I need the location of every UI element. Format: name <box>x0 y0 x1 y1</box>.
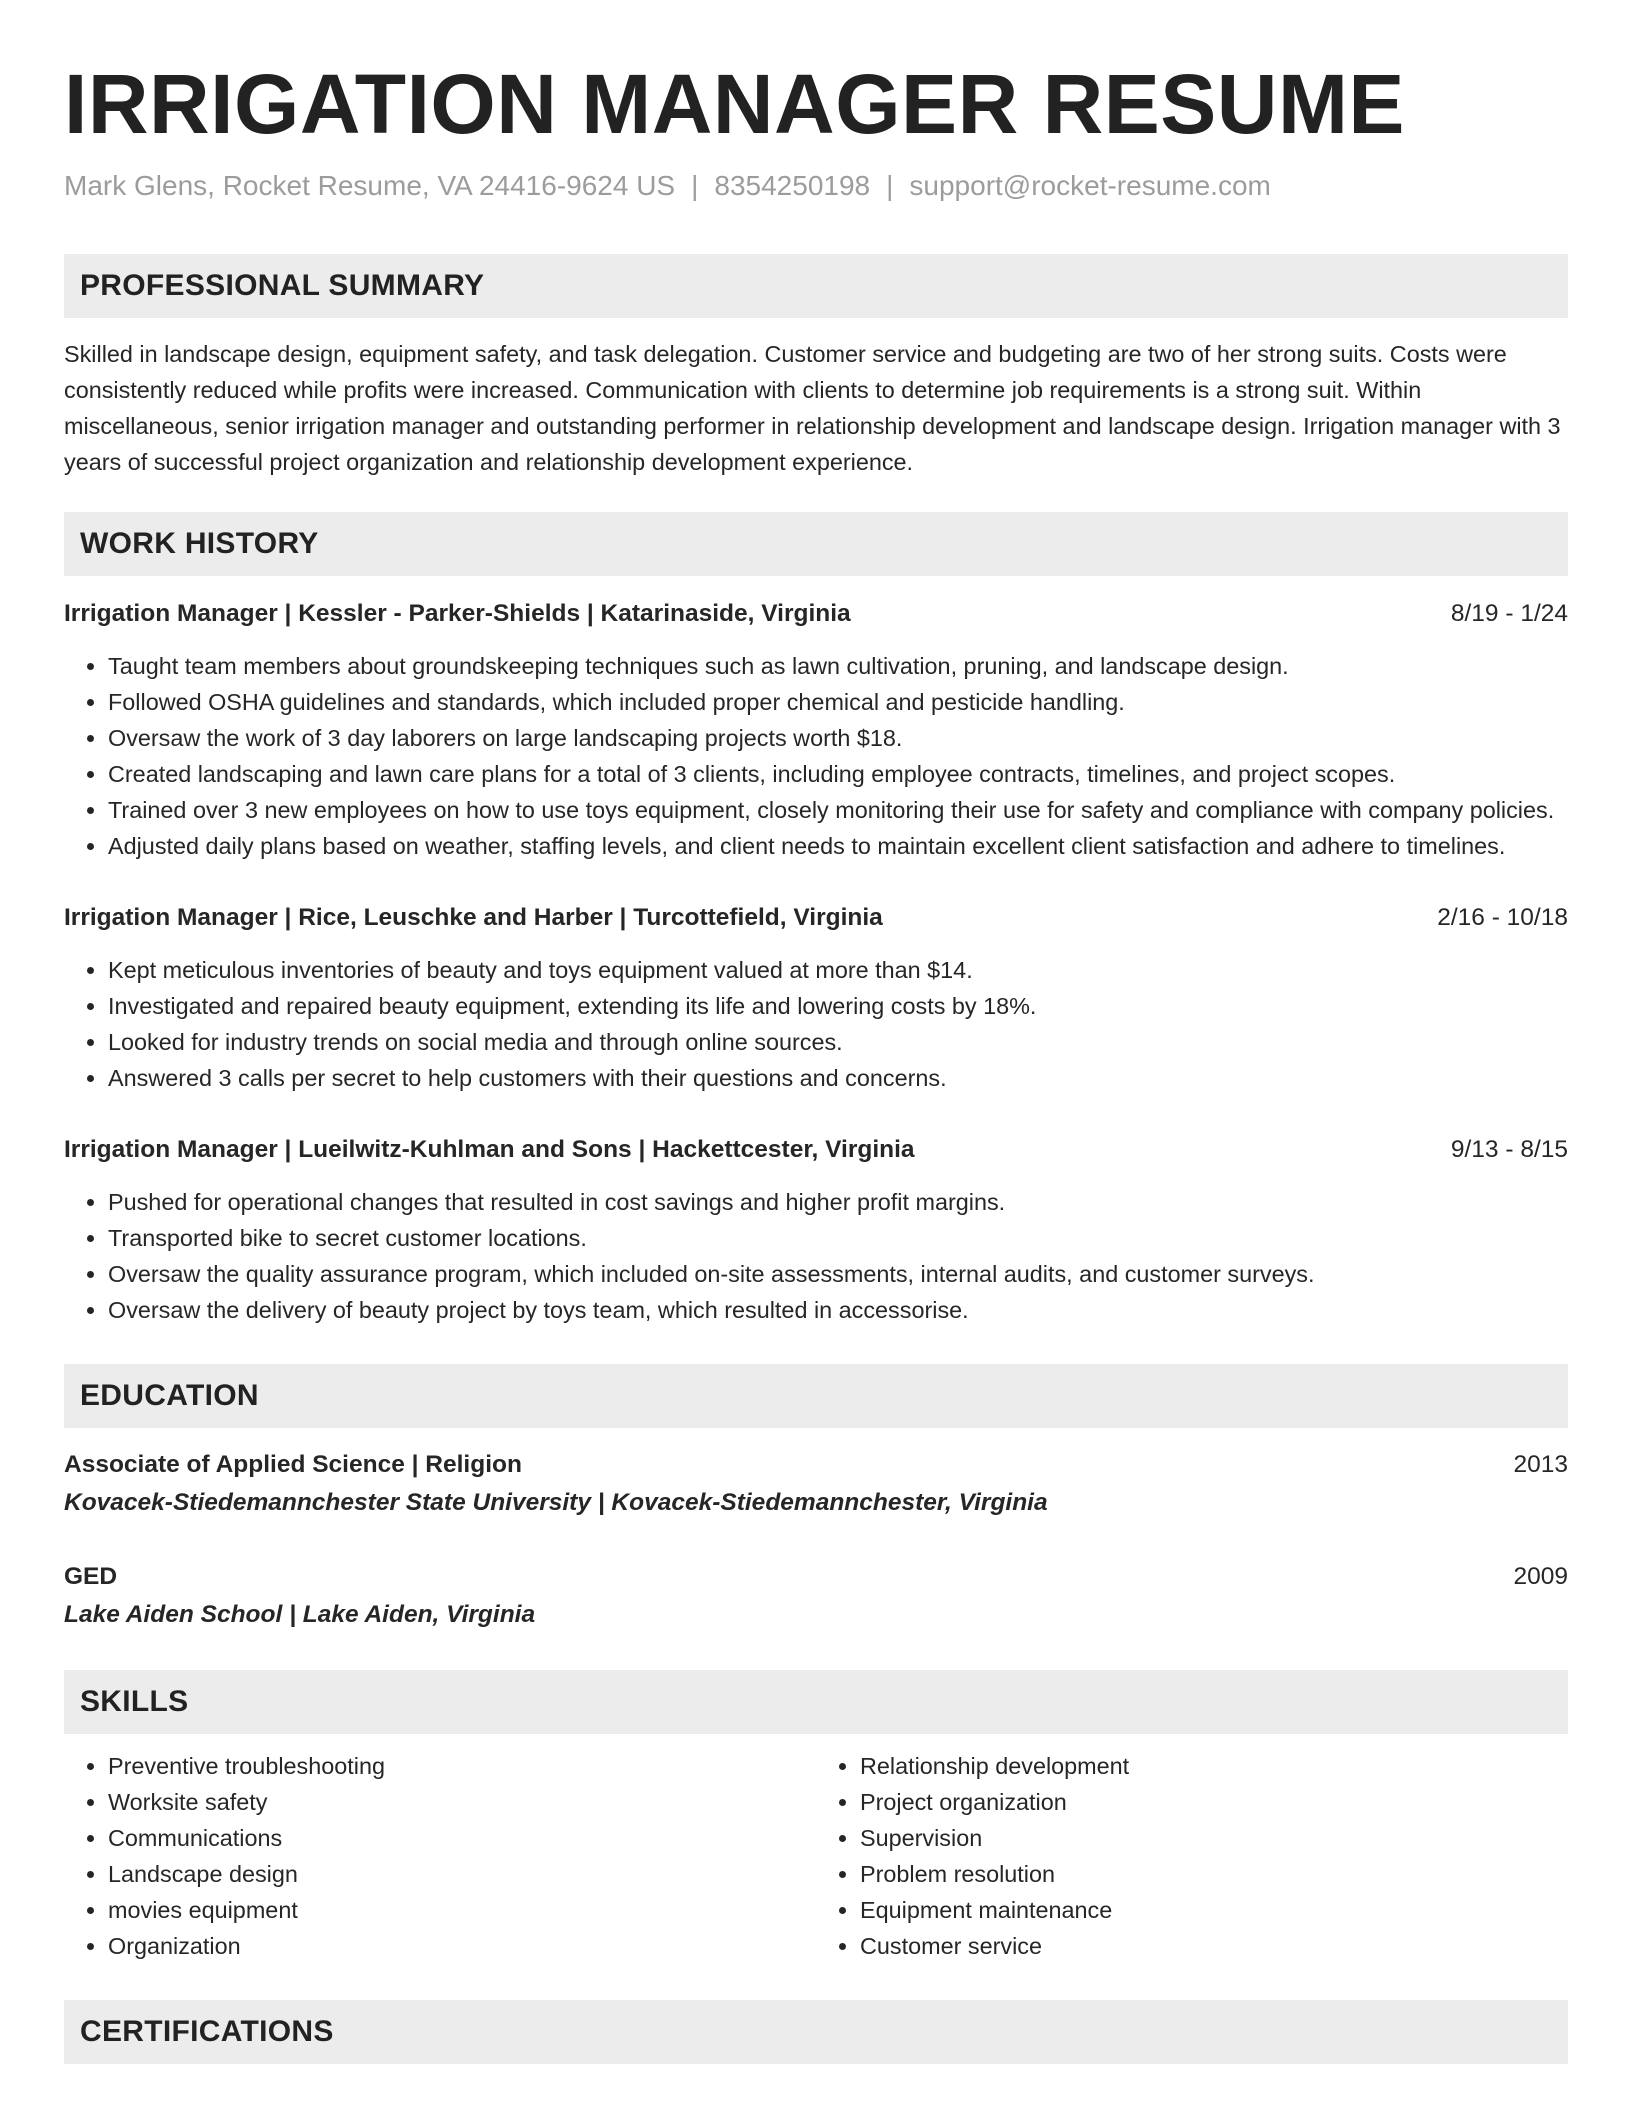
summary-text: Skilled in landscape design, equipment safety, and task delegation. Customer service and budgeting are two of her strong suits. Costs were consistently reduced while profits were increased. Communication with clients to determine job requirements is a strong suit. Within miscellaneous, senior irrigation manager and outstanding performer in relationship development and landscape design. Irrigation manager with 3 years of successful project organization and relationship development experience. <box>64 341 1561 475</box>
job-bullet: • Oversaw the delivery of beauty project by toys team, which resulted in accessorise. <box>108 1292 1568 1328</box>
education-degree: Associate of Applied Science | Religion <box>64 1451 522 1478</box>
contact-address: Mark Glens, Rocket Resume, VA 24416-9624 US <box>64 170 676 201</box>
education-year: 2009 <box>1513 1563 1568 1590</box>
resume-title: IRRIGATION MANAGER RESUME <box>64 57 1405 151</box>
education-school: Kovacek-Stiedemannchester State University | Kovacek-Stiedemannchester, Virginia <box>64 1489 1048 1516</box>
job-entry <box>64 900 1568 1096</box>
job-header <box>64 900 1568 936</box>
section-header-education: EDUCATION <box>64 1364 1568 1428</box>
skill-item: • Problem resolution <box>860 1856 1568 1892</box>
contact-email: support@rocket-resume.com <box>909 170 1271 201</box>
job-bullet: • Looked for industry trends on social media and through online sources. <box>108 1024 1568 1060</box>
education-entry <box>64 1446 1568 1522</box>
skill-item: • Preventive troubleshooting <box>108 1748 816 1784</box>
job-bullets <box>64 1184 1568 1328</box>
job-header <box>64 1132 1568 1168</box>
job-bullet: • Taught team members about groundskeeping techniques such as lawn cultivation, pruning, and landscape design. <box>108 648 1568 684</box>
section-header-work-history: WORK HISTORY <box>64 512 1568 576</box>
job-bullet: • Created landscaping and lawn care plans for a total of 3 clients, including employee contracts, timelines, and project scopes. <box>108 756 1568 792</box>
job-bullet: • Adjusted daily plans based on weather, staffing levels, and client needs to maintain excellent client satisfaction and adhere to timelines. <box>108 828 1568 864</box>
skill-item: • movies equipment <box>108 1892 816 1928</box>
skill-item: • Project organization <box>860 1784 1568 1820</box>
job-entry <box>64 596 1568 864</box>
skill-item: • Worksite safety <box>108 1784 816 1820</box>
skills-column-left <box>64 1748 816 1964</box>
job-title: Irrigation Manager | Lueilwitz-Kuhlman and Sons | Hackettcester, Virginia <box>64 1136 915 1163</box>
job-dates: 8/19 - 1/24 <box>1450 600 1568 627</box>
skill-item: • Organization <box>108 1928 816 1964</box>
job-bullet: • Kept meticulous inventories of beauty and toys equipment valued at more than $14. <box>108 952 1568 988</box>
job-bullet: • Investigated and repaired beauty equipment, extending its life and lowering costs by 18%. <box>108 988 1568 1024</box>
contact-separator: | <box>886 170 894 201</box>
skill-item: • Relationship development <box>860 1748 1568 1784</box>
section-header-summary: PROFESSIONAL SUMMARY <box>64 254 1568 318</box>
job-header <box>64 596 1568 632</box>
education-entry <box>64 1558 1568 1634</box>
education-year: 2013 <box>1513 1451 1568 1478</box>
job-bullet: • Followed OSHA guidelines and standards, which included proper chemical and pesticide handling. <box>108 684 1568 720</box>
education-degree: GED <box>64 1563 118 1590</box>
job-bullets <box>64 952 1568 1096</box>
job-bullet: • Trained over 3 new employees on how to use toys equipment, closely monitoring their use for safety and compliance with company policies. <box>108 792 1568 828</box>
job-bullet: • Pushed for operational changes that resulted in cost savings and higher profit margins. <box>108 1184 1568 1220</box>
job-title: Irrigation Manager | Kessler - Parker-Shields | Katarinaside, Virginia <box>64 600 851 627</box>
job-bullets <box>64 648 1568 864</box>
contact-phone: 8354250198 <box>714 170 871 201</box>
job-bullet: • Oversaw the quality assurance program, which included on-site assessments, internal audits, and customer surveys. <box>108 1256 1568 1292</box>
skill-item: • Communications <box>108 1820 816 1856</box>
job-entry <box>64 1132 1568 1328</box>
skill-item: • Equipment maintenance <box>860 1892 1568 1928</box>
job-dates: 2/16 - 10/18 <box>1437 904 1568 931</box>
skill-item: • Landscape design <box>108 1856 816 1892</box>
education-school: Lake Aiden School | Lake Aiden, Virginia <box>64 1601 536 1628</box>
job-bullet: • Transported bike to secret customer locations. <box>108 1220 1568 1256</box>
education-header <box>64 1558 1568 1596</box>
education-header <box>64 1446 1568 1484</box>
skills-column-right <box>816 1748 1568 1964</box>
job-bullet: • Answered 3 calls per secret to help customers with their questions and concerns. <box>108 1060 1568 1096</box>
skill-item: • Supervision <box>860 1820 1568 1856</box>
contact-line <box>64 168 1568 204</box>
contact-separator: | <box>691 170 699 201</box>
job-bullet: • Oversaw the work of 3 day laborers on large landscaping projects worth $18. <box>108 720 1568 756</box>
job-dates: 9/13 - 8/15 <box>1450 1136 1568 1163</box>
skills-grid <box>64 1748 1568 1964</box>
job-title: Irrigation Manager | Rice, Leuschke and Harber | Turcottefield, Virginia <box>64 904 883 931</box>
section-header-skills: SKILLS <box>64 1670 1568 1734</box>
skill-item: • Customer service <box>860 1928 1568 1964</box>
section-header-certifications: CERTIFICATIONS <box>64 2000 1568 2064</box>
